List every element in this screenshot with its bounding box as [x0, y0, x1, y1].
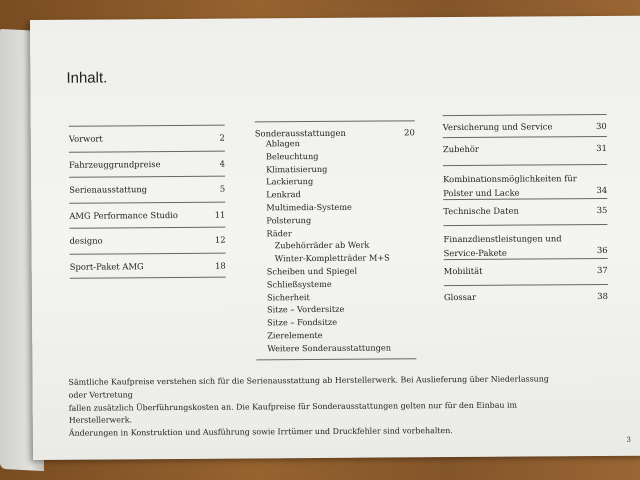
toc-entry	[69, 227, 225, 254]
toc-subentry: Ablagen	[265, 138, 300, 149]
page-number: 3	[626, 435, 631, 444]
toc-entry-page: 30	[596, 120, 607, 132]
toc-entry-label: Finanzdienstleistungen und Service-Pakete	[443, 233, 562, 259]
page-title: Inhalt.	[66, 69, 108, 87]
toc-subentry: Lenkrad	[266, 189, 301, 200]
toc-entry	[443, 224, 607, 259]
toc-entry	[69, 125, 225, 152]
toc-entry-page: 20	[404, 127, 415, 138]
disclaimer-line: fallen zusätzlich Überführungskosten an. Die Kaufpreise für Sonderausstattungen gelten nur für den Einbau im Herstellerwerk.	[68, 400, 518, 426]
toc-entry-page: 37	[597, 264, 608, 276]
toc-column-1	[69, 125, 226, 279]
toc-entry-label: Mobilität	[443, 265, 483, 277]
toc-entry	[443, 164, 607, 199]
toc-entry	[69, 150, 225, 177]
toc-entry	[69, 201, 225, 228]
toc-subentry: Beleuchtung	[265, 150, 319, 162]
toc-entry-label: Sonderausstattungen	[254, 127, 346, 139]
toc-subentry: Räder	[266, 227, 292, 238]
toc-subentry: Scheiben und Spiegel	[266, 265, 358, 277]
toc-subsubentry: Winter-Kompletträder M+S	[274, 252, 390, 264]
divider	[256, 358, 416, 360]
toc-entry-label: Fahrzeuggrundpreise	[68, 158, 161, 170]
disclaimer-line: Sämtliche Kaufpreise verstehen sich für die Serienausstattung ab Herstellerwerk. Bei Auslieferung über Niederlassung oder Vertretung	[68, 374, 549, 400]
toc-subentry: Klimatisierung	[266, 163, 328, 174]
toc-entry-label: Kombinationsmöglichkeiten für Polster und Lacke	[443, 173, 577, 199]
toc-entry	[443, 198, 607, 225]
toc-subsubentry: Zubehörräder ab Werk	[274, 240, 370, 251]
toc-subentry: Polsterung	[266, 214, 312, 226]
toc-entry-label: Zubehör	[442, 143, 479, 155]
toc-entry-page: 18	[215, 260, 226, 271]
toc-entry	[443, 136, 607, 165]
toc-entry-label: Technische Daten	[443, 205, 519, 217]
toc-entry-label: Versicherung und Service	[442, 121, 553, 133]
toc-subentry: Schließsysteme	[266, 278, 332, 290]
toc-entry-page: 35	[596, 204, 608, 216]
disclaimer-text	[68, 373, 568, 440]
toc-subentry: Sicherheit	[266, 291, 310, 302]
toc-subentry: Sitze – Fondsitze	[267, 317, 338, 328]
toc-section-heading	[255, 120, 415, 137]
toc-column-3	[443, 114, 608, 311]
toc-entry-label: AMG Performance Studio	[69, 209, 178, 221]
toc-subentry: Zierelemente	[267, 329, 323, 341]
document-page	[30, 16, 640, 460]
toc-column-2	[255, 120, 417, 360]
toc-entry-label: Vorwort	[68, 133, 103, 144]
toc-entry	[444, 284, 608, 311]
toc-entry-page: 11	[214, 209, 226, 220]
toc-entry	[443, 114, 607, 137]
toc-subentry: Sitze – Vordersitze	[266, 304, 345, 315]
toc-entry-page: 38	[597, 290, 608, 302]
toc-entry-label: Sport-Paket AMG	[69, 260, 144, 272]
toc-entry-page: 31	[596, 142, 607, 154]
toc-entry-label: Glossar	[443, 291, 476, 303]
toc-entry	[69, 176, 225, 203]
toc-entry-label: designo	[69, 235, 103, 246]
toc-entry-page: 36	[596, 244, 608, 256]
toc-subentry: Multimedia-Systeme	[266, 201, 352, 213]
toc-entry-page: 12	[214, 234, 226, 245]
toc-subentry: Lackierung	[266, 176, 314, 187]
toc-entry-page: 2	[219, 132, 225, 143]
toc-subentry: Weitere Sonderausstattungen	[267, 342, 392, 354]
disclaimer-line: Änderungen in Konstruktion und Ausführung sowie Irrtümer und Druckfehler sind vorbehalten.	[68, 426, 453, 438]
toc-entry-page: 5	[219, 183, 226, 194]
toc-entry-page: 4	[219, 158, 226, 169]
toc-entry-page: 34	[596, 184, 608, 196]
toc-entry-label: Serienausstattung	[69, 184, 148, 195]
toc-entry	[444, 258, 608, 285]
toc-entry	[70, 252, 226, 279]
